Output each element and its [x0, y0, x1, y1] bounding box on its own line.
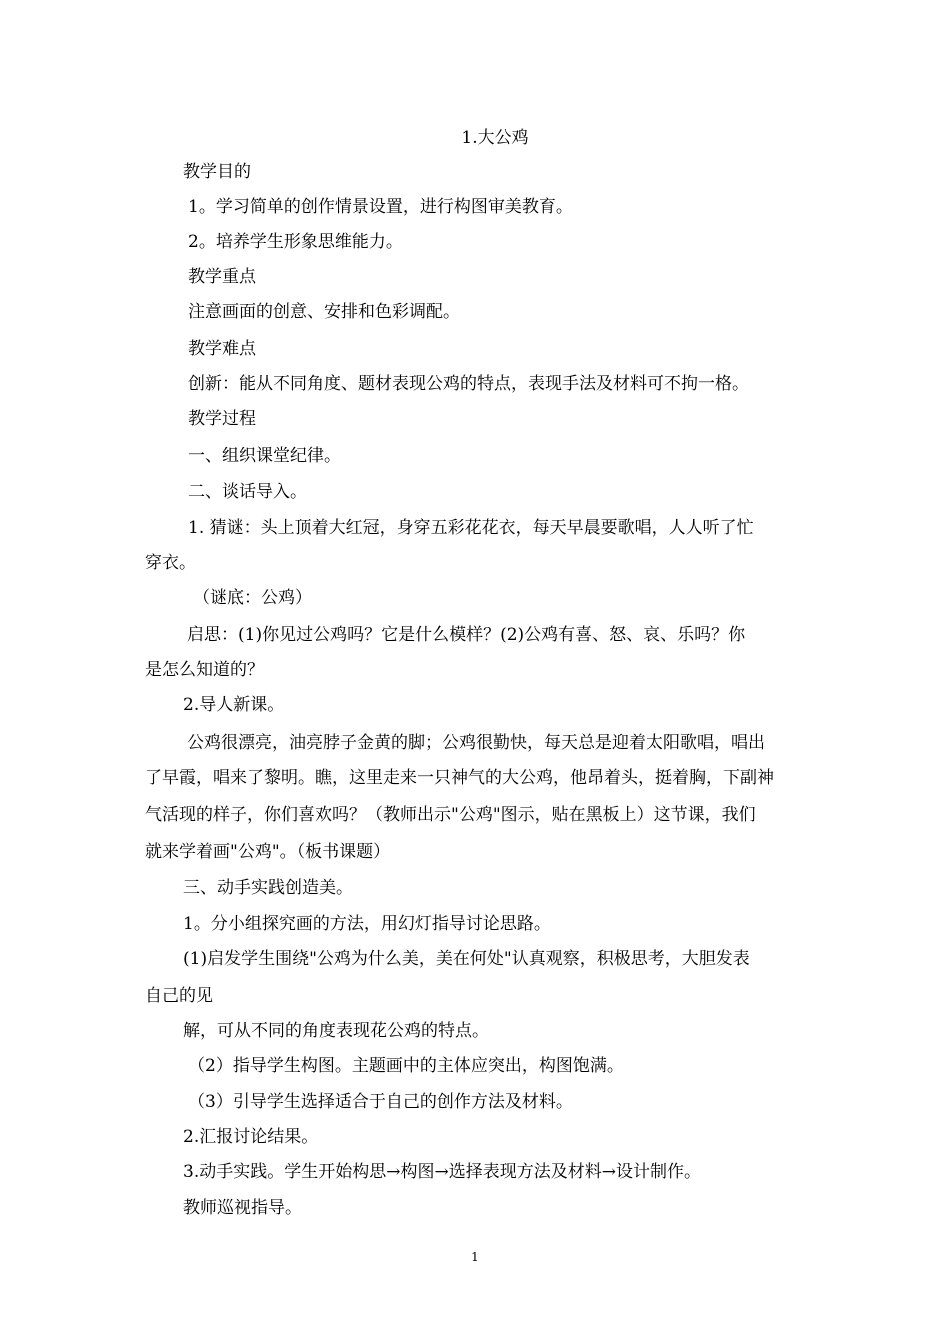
paragraph-line: 1。学习简单的创作情景设置，进行构图审美教育。 [188, 197, 573, 217]
paragraph-line: 2.导人新课。 [183, 695, 285, 715]
paragraph-line: 了早霞，唱来了黎明。瞧，这里走来一只神气的大公鸡，他昂着头，挺着胸，下副神 [145, 768, 774, 788]
heading-difficulties: 教学难点 [188, 339, 256, 359]
paragraph-line: 注意画面的创意、安排和色彩调配。 [188, 302, 460, 322]
paragraph-line: 1. 猜谜：头上顶着大红冠，身穿五彩花花衣，每天早晨要歌唱，人人听了忙 [188, 518, 754, 538]
paragraph-line: （谜底：公鸡） [193, 588, 312, 608]
paragraph-line: 是怎么知道的？ [145, 660, 264, 680]
paragraph-line: 2.汇报讨论结果。 [183, 1127, 319, 1147]
paragraph-line: 2。培养学生形象思维能力。 [188, 232, 403, 252]
paragraph-line: （2）指导学生构图。主题画中的主体应突出，构图饱满。 [188, 1056, 624, 1076]
paragraph-line: 气活现的样子，你们喜欢吗？（教师出示"公鸡"图示，贴在黑板上）这节课，我们 [145, 805, 756, 825]
document-title: 1.大公鸡 [461, 128, 529, 148]
paragraph-line: 一、组织课堂纪律。 [188, 446, 341, 466]
paragraph-line: 三、动手实践创造美。 [183, 878, 353, 898]
paragraph-line: 创新：能从不同角度、题材表现公鸡的特点，表现手法及材料可不拘一格。 [188, 374, 749, 394]
paragraph-line: 3.动手实践。学生开始构思→构图→选择表现方法及材料→设计制作。 [183, 1162, 701, 1182]
paragraph-line: 穿衣。 [145, 553, 196, 573]
paragraph-line: （3）引导学生选择适合于自己的创作方法及材料。 [188, 1092, 573, 1112]
paragraph-line: (1)启发学生围绕"公鸡为什么美，美在何处"认真观察，积极思考，大胆发表 [183, 949, 750, 969]
paragraph-line: 解，可从不同的角度表现花公鸡的特点。 [183, 1021, 489, 1041]
paragraph-line: 就来学着画"公鸡"。（板书课题） [145, 842, 391, 862]
paragraph-line: 二、谈话导入。 [188, 482, 307, 502]
heading-key-points: 教学重点 [188, 267, 256, 287]
page-number: 1 [471, 1250, 479, 1264]
heading-process: 教学过程 [188, 409, 256, 429]
paragraph-line: 公鸡很漂亮，油亮脖子金黄的脚；公鸡很勤快，每天总是迎着太阳歌唱，唱出 [187, 733, 765, 753]
paragraph-line: 自己的见 [145, 986, 213, 1006]
paragraph-line: 启思：(1)你见过公鸡吗？它是什么模样？(2)公鸡有喜、怒、哀、乐吗？你 [187, 625, 746, 645]
paragraph-line: 1。分小组探究画的方法，用幻灯指导讨论思路。 [183, 914, 551, 934]
paragraph-line: 教师巡视指导。 [183, 1198, 302, 1218]
heading-teaching-goals: 教学目的 [183, 162, 251, 182]
